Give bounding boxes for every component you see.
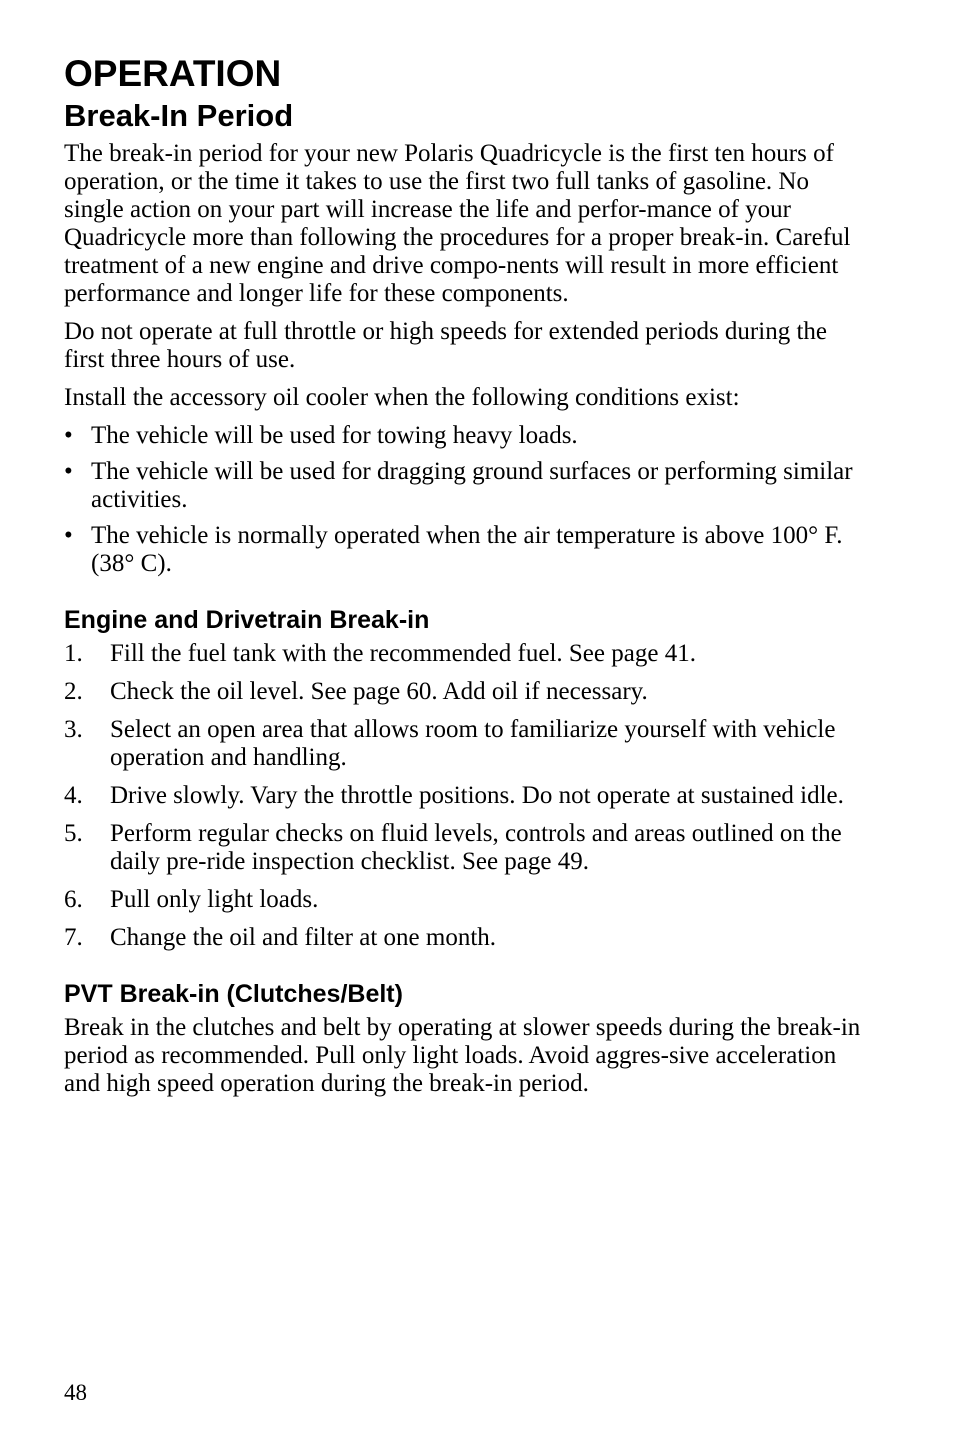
step-number: 5. [64,820,83,847]
engine-steps-list [64,640,864,952]
step-number: 7. [64,924,83,951]
list-item [64,458,864,514]
list-item [64,640,864,668]
step-number: 4. [64,782,83,809]
intro-paragraph-3: Install the accessory oil cooler when the following conditions exist: [64,384,740,411]
step-number: 3. [64,716,83,743]
section-title: OPERATION [64,53,282,94]
engine-section-title: Engine and Drivetrain Break-in [64,606,430,634]
pvt-paragraph: Break in the clutches and belt by operating at slower speeds during the break-in period as recommended. Pull only light loads. Avoid aggres-sive acceleration and high speed operation during the break-in period. [64,1014,861,1097]
conditions-list [64,422,864,578]
list-item [64,782,864,810]
list-item [64,886,864,914]
step-text: Change the oil and filter at one month. [110,924,497,951]
list-item [64,422,864,450]
page-number: 48 [64,1380,87,1405]
step-number: 6. [64,886,83,913]
step-text: Select an open area that allows room to familiarize yourself with vehicle operation and handling. [110,716,836,771]
step-text: Perform regular checks on fluid levels, controls and areas outlined on the daily pre-ride inspection checklist. See page 49. [110,820,842,875]
intro-paragraph-1: The break-in period for your new Polaris Quadricycle is the first ten hours of operation, or the time it takes to use the first two full tanks of gasoline. No single action on your part will increase the life and perfor-mance of your Quadricycle more than following the procedures for a proper break-in. Careful treatment of a new engine and drive compo-nents will result in more efficient performance and longer life for these components. [64,140,851,307]
step-text: Pull only light loads. [110,886,319,913]
list-item [64,924,864,952]
bullet-icon: • [64,522,73,549]
list-item-text: The vehicle will be used for towing heavy loads. [91,422,578,449]
pvt-section-title: PVT Break-in (Clutches/Belt) [64,980,403,1008]
step-text: Fill the fuel tank with the recommended fuel. See page 41. [110,640,696,667]
step-text: Check the oil level. See page 60. Add oil if necessary. [110,678,648,705]
step-number: 1. [64,640,83,667]
bullet-icon: • [64,422,73,449]
bullet-icon: • [64,458,73,485]
intro-paragraph-2: Do not operate at full throttle or high speeds for extended periods during the first three hours of use. [64,318,827,373]
page-title: Break-In Period [64,98,294,133]
step-number: 2. [64,678,83,705]
list-item [64,522,864,578]
list-item [64,716,864,772]
list-item [64,678,864,706]
list-item-text: The vehicle is normally operated when the air temperature is above 100° F. (38° C). [91,522,843,577]
step-text: Drive slowly. Vary the throttle positions. Do not operate at sustained idle. [110,782,844,809]
list-item-text: The vehicle will be used for dragging ground surfaces or performing similar activities. [91,458,853,513]
document-page [64,52,864,1108]
list-item [64,820,864,876]
